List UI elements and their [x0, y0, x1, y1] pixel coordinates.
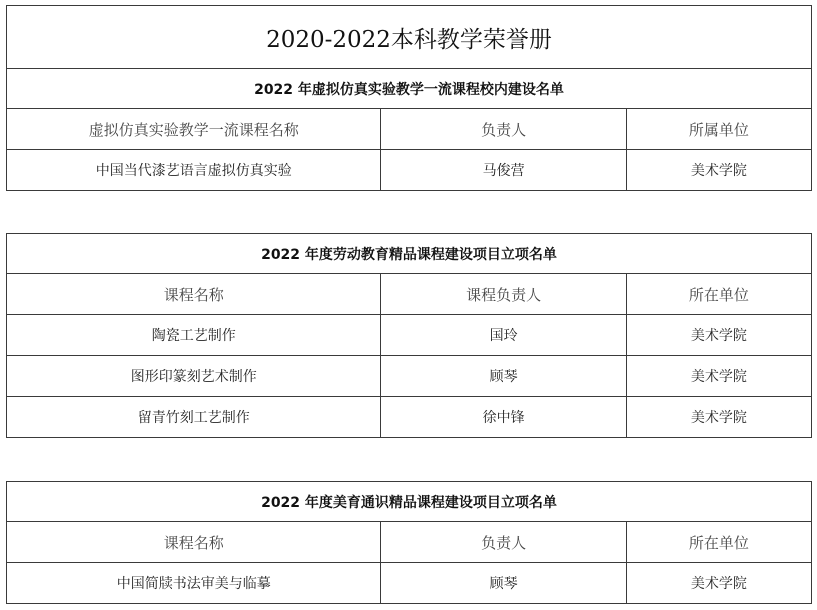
person-in-charge-cell: 国玲	[381, 315, 626, 356]
unit-cell: 美术学院	[626, 563, 811, 604]
section-title: 2022 年虚拟仿真实验教学一流课程校内建设名单	[7, 69, 812, 109]
table-row	[7, 397, 812, 438]
section-title: 2022 年度劳动教育精品课程建设项目立项名单	[7, 234, 812, 274]
unit-cell: 美术学院	[626, 315, 811, 356]
table-row	[7, 563, 812, 604]
person-in-charge-cell: 顾琴	[381, 563, 626, 604]
column-header: 所在单位	[626, 274, 811, 315]
column-header: 所属单位	[626, 109, 811, 150]
unit-cell: 美术学院	[626, 397, 811, 438]
course-name-cell: 中国当代漆艺语言虚拟仿真实验	[7, 150, 381, 191]
table-row	[7, 315, 812, 356]
person-in-charge-cell: 马俊营	[381, 150, 626, 191]
column-header: 负责人	[381, 109, 626, 150]
table-header-row	[7, 274, 812, 315]
person-in-charge-cell: 顾琴	[381, 356, 626, 397]
honor-table-labor-education	[6, 233, 812, 438]
column-header: 虚拟仿真实验教学一流课程名称	[7, 109, 381, 150]
table-header-row	[7, 109, 812, 150]
column-header: 课程负责人	[381, 274, 626, 315]
table-row	[7, 150, 812, 191]
person-in-charge-cell: 徐中锋	[381, 397, 626, 438]
document-title: 2020-2022本科教学荣誉册	[7, 6, 812, 69]
column-header: 所在单位	[626, 522, 811, 563]
table-row	[7, 356, 812, 397]
column-header: 课程名称	[7, 274, 381, 315]
table-header-row	[7, 522, 812, 563]
course-name-cell: 陶瓷工艺制作	[7, 315, 381, 356]
course-name-cell: 留青竹刻工艺制作	[7, 397, 381, 438]
honor-table-aesthetic-education	[6, 481, 812, 604]
course-name-cell: 图形印篆刻艺术制作	[7, 356, 381, 397]
column-header: 课程名称	[7, 522, 381, 563]
column-header: 负责人	[381, 522, 626, 563]
unit-cell: 美术学院	[626, 150, 811, 191]
section-title: 2022 年度美育通识精品课程建设项目立项名单	[7, 482, 812, 522]
honor-table-virtual-simulation	[6, 5, 812, 191]
course-name-cell: 中国简牍书法审美与临摹	[7, 563, 381, 604]
unit-cell: 美术学院	[626, 356, 811, 397]
